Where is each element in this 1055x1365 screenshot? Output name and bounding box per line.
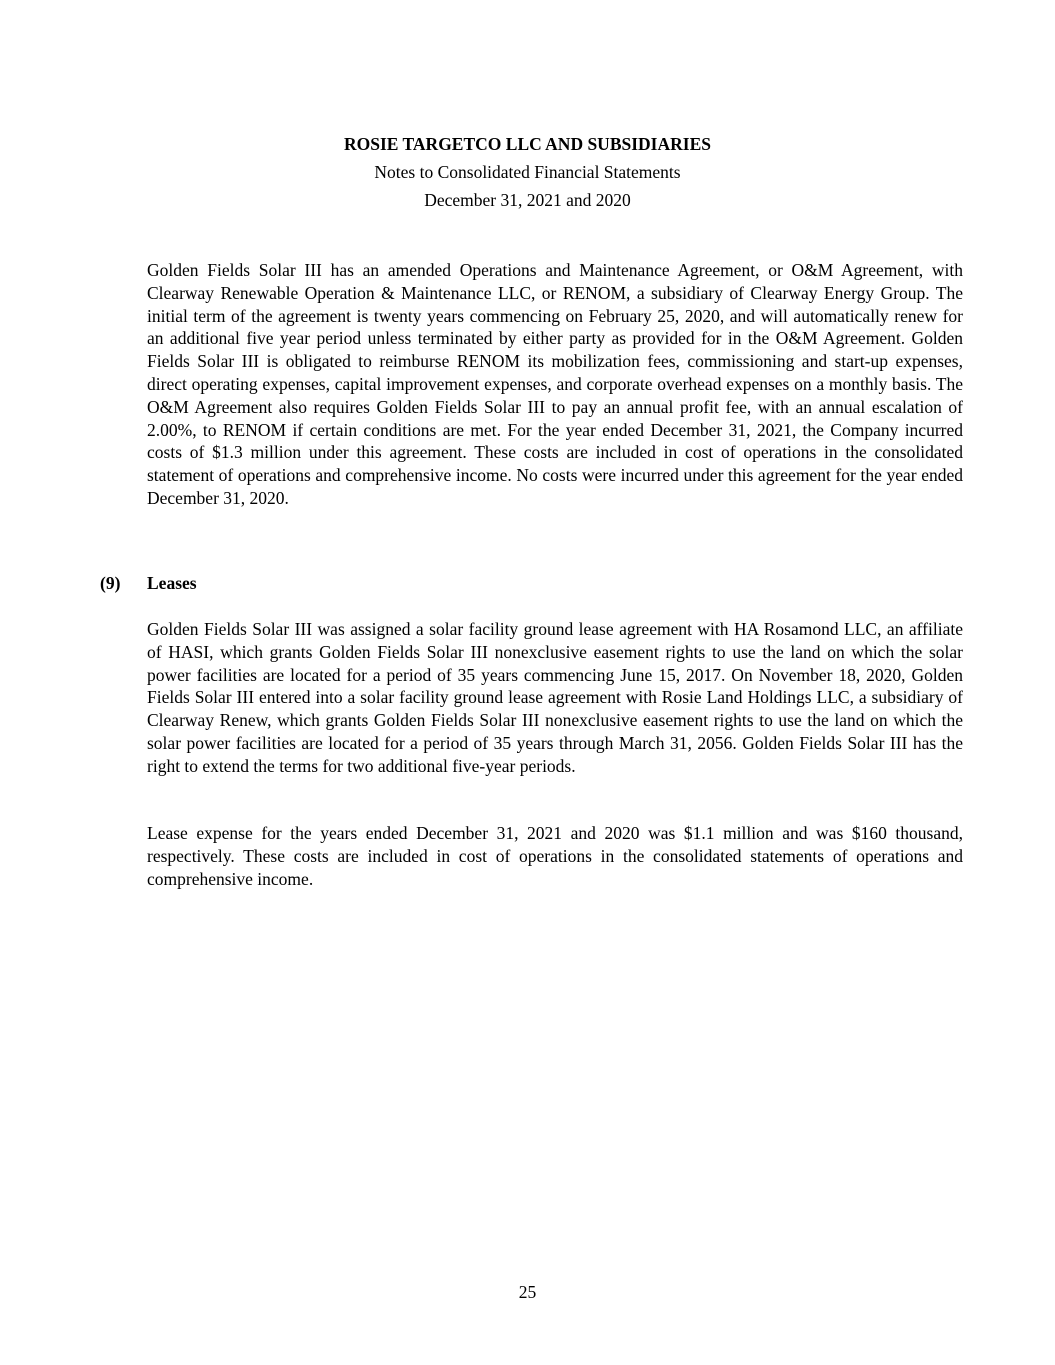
section-heading-leases (100, 572, 197, 594)
om-agreement-paragraph: Golden Fields Solar III has an amended Operations and Maintenance Agreement, or O&M Agreement, with Clearway Renewable Operation & Maintenance LLC, or RENOM, a subsidiary of Clearway Energy Group. The initial term of the agreement is twenty years commencing on February 25, 2020, and will automatically renew for an additional five year period unless terminated by either party as provided for in the O&M Agreement. Golden Fields Solar III is obligated to reimburse RENOM its mobilization fees, commissioning and start-up expenses, direct operating expenses, capital improvement expenses, and corporate overhead expenses on a monthly basis. The O&M Agreement also requires Golden Fields Solar III to pay an annual profit fee, with an annual escalation of 2.00%, to RENOM if certain conditions are met. For the year ended December 31, 2021, the Company incurred costs of $1.3 million under this agreement. These costs are included in cost of operations in the consolidated statement of operations and comprehensive income. No costs were incurred under this agreement for the year ended December 31, 2020. (147, 260, 963, 508)
section-title: Leases (147, 573, 197, 593)
company-name: ROSIE TARGETCO LLC AND SUBSIDIARIES (344, 134, 711, 154)
lease-expense-paragraph: Lease expense for the years ended December 31, 2021 and 2020 was $1.1 million and was $160 thousand, respectively. These costs are included in cost of operations in the consolidated statements of operations and comprehensive income. (147, 823, 963, 889)
statement-subtitle: Notes to Consolidated Financial Statements (374, 162, 681, 182)
lease-agreement-paragraph: Golden Fields Solar III was assigned a solar facility ground lease agreement with HA Rosamond LLC, an affiliate of HASI, which grants Golden Fields Solar III nonexclusive easement rights to use the land on which the solar power facilities are located for a period of 35 years commencing June 15, 2017. On November 18, 2020, Golden Fields Solar III entered into a solar facility ground lease agreement with Rosie Land Holdings LLC, a subsidiary of Clearway Renew, which grants Golden Fields Solar III nonexclusive easement rights to use the land on which the solar power facilities are located for a period of 35 years through March 31, 2056. Golden Fields Solar III has the right to extend the terms for two additional five-year periods. (147, 619, 963, 776)
statement-period: December 31, 2021 and 2020 (424, 190, 631, 210)
section-number: (9) (100, 573, 121, 593)
page-number: 25 (518, 1282, 537, 1302)
document-header (0, 130, 1055, 214)
